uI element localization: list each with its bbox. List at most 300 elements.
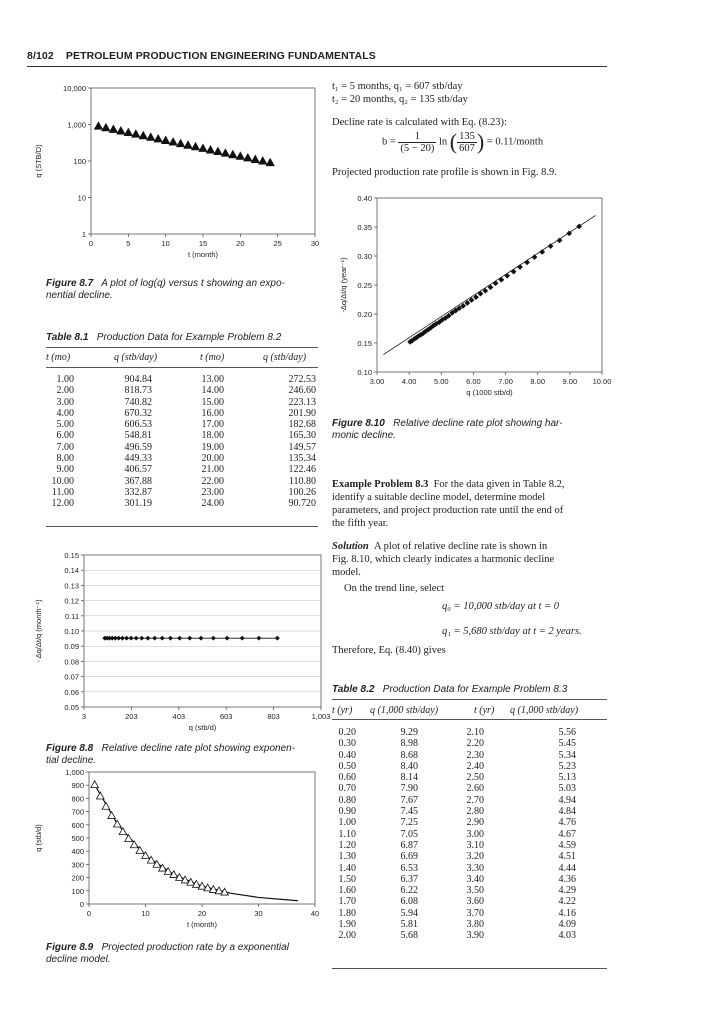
caption-label: Figure 8.9 — [46, 942, 94, 953]
table-cell: 5.45 — [558, 738, 576, 750]
example-text: For the data given in Table 8.2, — [433, 479, 565, 490]
q1-condition: q₁ = 5,680 stb/day at t = 2 years. — [442, 626, 582, 637]
data-point — [162, 136, 170, 143]
table-cell: 100.26 — [288, 486, 316, 498]
table-cell: 4.16 — [558, 907, 576, 919]
table-rule-bottom — [46, 526, 318, 527]
y-tick-label: 0.08 — [64, 657, 79, 667]
table-cell: 4.84 — [558, 806, 576, 818]
table-cell: 7.67 — [400, 794, 418, 806]
caption-text: decline model. — [46, 954, 111, 965]
col-header: q (stb/day) — [114, 352, 158, 363]
table-cell: 1.00 — [338, 817, 356, 829]
eq-denominator: (5 − 20) — [400, 142, 435, 154]
y-tick-label: 500 — [71, 834, 84, 843]
table-cell: 2.50 — [466, 772, 484, 784]
table-cell: 135.34 — [288, 453, 316, 465]
data-point — [548, 244, 553, 249]
data-point — [225, 636, 229, 640]
table-cell: 11.00 — [51, 486, 74, 498]
table-cell: 165.30 — [288, 430, 316, 442]
table-cell: 3.20 — [466, 851, 484, 863]
table-cell: 5.13 — [558, 772, 576, 784]
table-cell: 2.90 — [466, 817, 484, 829]
table-cell: 23.00 — [201, 486, 224, 498]
table-cell: 246.60 — [288, 385, 316, 397]
table-cell: 4.29 — [558, 885, 576, 897]
eq-result: = 0.11/month — [486, 136, 544, 148]
projected-text: Projected production rate profile is shown in Fig. 8.9. — [332, 167, 557, 178]
table-cell: 5.94 — [400, 907, 418, 919]
table-cell: 548.81 — [124, 430, 152, 442]
eq-fraction — [398, 131, 436, 154]
table-cell: 740.82 — [124, 396, 152, 408]
y-tick-label: 0.15 — [357, 339, 372, 348]
plot-frame — [91, 88, 315, 234]
data-point — [240, 636, 244, 640]
y-tick-label: 0 — [79, 900, 84, 909]
table-cell: 496.59 — [124, 441, 152, 453]
y-tick-label: 0.05 — [64, 703, 79, 712]
x-axis-label: q (stb/d) — [188, 723, 217, 732]
table-cell: 2.00 — [56, 385, 74, 397]
data-point — [134, 636, 138, 640]
table-cell: 10.00 — [51, 475, 74, 487]
table-cell: 17.00 — [201, 419, 224, 431]
therefore-text: Therefore, Eq. (8.40) gives — [332, 645, 446, 656]
caption-text: Relative decline rate plot showing exponen- — [101, 743, 296, 754]
caption-text: nential decline. — [46, 290, 113, 301]
table-cell: 15.00 — [201, 396, 224, 408]
table-cell: 8.68 — [400, 749, 418, 761]
table-cell: 8.14 — [400, 772, 418, 784]
table-cell: 272.53 — [288, 374, 316, 385]
table-cell: 1.20 — [338, 839, 356, 851]
figure-8-9-chart — [27, 766, 327, 936]
running-header — [27, 50, 376, 62]
y-tick-label: 0.06 — [64, 687, 79, 697]
table-cell: 182.68 — [288, 419, 316, 431]
table-cell: 1.10 — [338, 828, 356, 840]
data-point — [236, 152, 244, 159]
table-cell: 5.81 — [400, 919, 418, 931]
table-cell: 0.70 — [338, 783, 356, 795]
table-cell: 18.00 — [201, 430, 224, 442]
data-point — [108, 812, 116, 819]
table-cell: 4.59 — [558, 839, 576, 851]
table-cell: 223.13 — [288, 396, 316, 408]
table-cell: 0.40 — [338, 749, 356, 761]
data-point — [102, 124, 110, 131]
table-rule-top — [332, 699, 607, 700]
y-tick-label: 0.10 — [64, 627, 79, 636]
data-point — [102, 802, 110, 809]
col-header: t (mo) — [46, 352, 71, 363]
decline-equation: b = $\frac{1}{(5 - 20)}$ ln ( $\frac{135}{607}$ ) = 0.11/month — [382, 129, 544, 154]
q0-condition: q₀ = 10,000 stb/day at t = 0 — [442, 601, 559, 612]
book-title: PETROLEUM PRODUCTION ENGINEERING FUNDAMENTALS — [65, 50, 376, 62]
table-cell: 8.40 — [400, 760, 418, 772]
caption-label: Figure 8.10 — [332, 418, 385, 429]
data-point — [214, 147, 222, 154]
table-cell: 4.22 — [558, 896, 576, 908]
table-cell: 4.67 — [558, 828, 576, 840]
caption-label: Figure 8.7 — [46, 278, 94, 289]
x-tick-label: 8.00 — [530, 377, 546, 386]
table-cell: 110.80 — [288, 475, 316, 487]
data-point — [119, 828, 127, 835]
table-cell: 9.00 — [56, 464, 74, 476]
table-cell: 3.70 — [466, 907, 484, 919]
data-point — [511, 269, 516, 274]
table-cell: 4.51 — [558, 851, 576, 863]
data-point — [139, 132, 147, 139]
table-cell: 8.98 — [400, 738, 418, 750]
x-tick-label: 403 — [172, 712, 186, 721]
y-tick-label: 0.07 — [64, 672, 79, 682]
table-cell: 4.94 — [558, 794, 576, 806]
table-rule-top — [46, 347, 318, 348]
table-cell: 818.73 — [124, 385, 152, 397]
y-axis-label: q (STB/D) — [34, 144, 43, 178]
figure-8-10-caption — [332, 418, 612, 442]
table-8-2-title — [332, 684, 567, 695]
figure-8-8-chart — [27, 547, 331, 737]
data-point — [275, 636, 279, 640]
x-tick-label: 3 — [81, 712, 87, 721]
table-cell: 22.00 — [201, 475, 224, 487]
x-tick-label: 5.00 — [433, 377, 449, 386]
table-8-2-col-t1 — [332, 727, 356, 942]
data-point — [147, 133, 155, 140]
solution-label: Solution — [332, 541, 369, 552]
solution-text: model. — [332, 567, 361, 578]
table-cell: 2.60 — [466, 783, 484, 795]
x-tick-label: 0 — [86, 909, 92, 918]
table-cell: 201.90 — [288, 407, 316, 419]
table-rule-mid — [332, 719, 607, 720]
caption-text: A plot of log(q) versus t showing an expo- — [101, 278, 285, 289]
table-cell: 12.00 — [51, 498, 74, 510]
table-cell: 24.00 — [201, 498, 224, 510]
x-tick-label: 0 — [88, 239, 94, 248]
data-point — [168, 636, 172, 640]
table-cell: 0.30 — [338, 738, 356, 750]
data-point — [532, 255, 537, 260]
eq-ln: ln — [438, 136, 448, 148]
y-tick-label: 0.14 — [64, 566, 79, 576]
table-8-1-title — [46, 332, 281, 343]
table-cell: 8.00 — [56, 453, 74, 465]
data-point — [266, 159, 274, 166]
y-tick-label: 800 — [71, 794, 84, 804]
table-cell: 3.00 — [56, 396, 74, 408]
table-cell: 2.70 — [466, 794, 484, 806]
y-tick-label: 10 — [77, 193, 86, 203]
y-tick-label: 400 — [71, 847, 84, 857]
table-cell: 6.53 — [400, 862, 418, 874]
solution-text: A plot of relative decline rate is shown in — [374, 541, 548, 552]
data-point — [169, 138, 177, 145]
trend-line — [383, 215, 595, 354]
y-tick-label: 300 — [71, 860, 84, 870]
table-cell: 20.00 — [201, 453, 224, 465]
data-point — [188, 636, 192, 640]
table-8-1-col-q1 — [110, 374, 152, 510]
table-label: Table 8.1 — [46, 332, 89, 343]
data-point — [211, 636, 215, 640]
caption-text: monic decline. — [332, 430, 396, 441]
table-cell: 1.70 — [338, 896, 356, 908]
table-cell: 6.00 — [56, 430, 74, 442]
table-cell: 5.56 — [558, 727, 576, 738]
data-point — [517, 264, 522, 269]
table-cell: 2.10 — [466, 727, 484, 738]
table-cell: 5.03 — [558, 783, 576, 795]
example-text: identify a suitable decline model, determine model — [332, 492, 546, 503]
table-cell: 3.00 — [466, 828, 484, 840]
table-cell: 3.60 — [466, 896, 484, 908]
x-tick-label: 9.00 — [562, 377, 578, 386]
table-cell: 1.30 — [338, 851, 356, 863]
caption-text: Projected production rate by a exponential — [101, 942, 289, 953]
data-point — [199, 636, 203, 640]
y-tick-label: 10,000 — [63, 84, 86, 93]
x-axis-label: t (month) — [186, 920, 218, 929]
table-cell: 2.00 — [338, 930, 356, 942]
data-point — [540, 249, 545, 254]
table-cell: 3.10 — [466, 839, 484, 851]
y-tick-label: 1 — [81, 230, 86, 239]
table-cell: 14.00 — [201, 385, 224, 397]
table-cell: 3.90 — [466, 930, 484, 942]
x-tick-label: 10 — [141, 909, 150, 918]
y-tick-label: 0.13 — [64, 581, 79, 591]
figure-8-7-caption — [46, 278, 326, 302]
eq-lhs: b = — [382, 136, 396, 148]
figure-8-8-caption — [46, 743, 326, 767]
x-tick-label: 203 — [125, 712, 138, 721]
table-cell: 5.34 — [558, 749, 576, 761]
col-header: q (1,000 stb/day) — [510, 705, 579, 716]
y-tick-label: 0.09 — [64, 642, 79, 652]
trend-text: On the trend line, select — [344, 583, 445, 594]
table-label: Table 8.2 — [332, 684, 375, 695]
y-tick-label: 1,000 — [67, 120, 86, 130]
table-cell: 13.00 — [201, 374, 224, 385]
table-cell: 0.20 — [338, 727, 356, 738]
table-cell: 3.30 — [466, 862, 484, 874]
y-tick-label: 0.35 — [357, 223, 372, 232]
col-header: q (stb/day) — [263, 352, 307, 363]
x-tick-label: 40 — [310, 909, 320, 918]
data-point — [129, 636, 133, 640]
data-point — [132, 130, 140, 137]
x-tick-label: 5 — [126, 239, 131, 248]
data-point — [124, 636, 128, 640]
table-cell: 301.19 — [124, 498, 152, 510]
table-cell: 6.87 — [400, 839, 418, 851]
figure-8-7-chart — [27, 80, 327, 270]
table-cell: 6.08 — [400, 896, 418, 908]
data-point — [117, 127, 125, 134]
table-cell: 3.40 — [466, 873, 484, 885]
y-axis-label: q (stb/d) — [34, 824, 43, 852]
data-point — [221, 149, 229, 156]
table-cell: 3.80 — [466, 919, 484, 931]
caption-text: tial decline. — [46, 755, 97, 766]
y-tick-label: 600 — [71, 820, 84, 830]
data-point — [146, 636, 150, 640]
table-cell: 16.00 — [201, 407, 224, 419]
y-tick-label: 100 — [73, 157, 86, 166]
data-point — [244, 154, 252, 161]
data-point — [97, 792, 105, 799]
table-rule-bottom — [332, 968, 607, 969]
given-t1: t₁ = 5 months, q₁ = 607 stb/day — [332, 81, 463, 92]
x-axis-label: q (1000 stb/d) — [466, 388, 513, 397]
table-cell: 406.57 — [124, 464, 152, 476]
table-cell: 1.50 — [338, 873, 356, 885]
data-point — [251, 155, 259, 162]
data-point — [109, 125, 117, 132]
table-cell: 2.20 — [466, 738, 484, 750]
eq-ln-fraction — [457, 131, 477, 154]
y-tick-label: 0.40 — [357, 194, 372, 203]
y-tick-label: 0.11 — [64, 611, 79, 621]
example-text: the fifth year. — [332, 518, 389, 529]
table-cell: 5.23 — [558, 760, 576, 772]
table-cell: 2.40 — [466, 760, 484, 772]
y-tick-label: 0.25 — [357, 281, 372, 290]
x-tick-label: 803 — [267, 712, 280, 721]
table-cell: 19.00 — [201, 441, 224, 453]
data-point — [192, 143, 200, 150]
x-tick-label: 603 — [219, 712, 233, 721]
eq-ln-denominator: 607 — [459, 142, 475, 154]
table-cell: 332.87 — [124, 486, 152, 498]
data-point — [130, 841, 138, 848]
data-point — [125, 835, 133, 842]
y-axis-label: -Δq/Δt/q (year⁻¹) — [339, 257, 348, 313]
data-point — [177, 140, 185, 147]
data-point — [94, 122, 102, 129]
table-cell: 1.90 — [338, 919, 356, 931]
table-cell: 606.53 — [124, 419, 152, 431]
data-point — [154, 135, 162, 142]
solution — [332, 540, 607, 579]
x-tick-label: 7.00 — [498, 377, 513, 386]
y-tick-label: 0.20 — [357, 310, 372, 319]
table-cell: 449.33 — [124, 453, 152, 465]
figure-8-9-caption — [46, 942, 326, 966]
data-point — [505, 273, 510, 278]
x-tick-label: 6.00 — [466, 377, 481, 386]
data-point — [124, 128, 132, 135]
table-8-2-col-t2 — [460, 727, 484, 942]
table-cell: 122.46 — [288, 464, 316, 476]
table-cell: 21.00 — [201, 464, 224, 476]
y-tick-label: 0.15 — [64, 551, 79, 560]
col-header: q (1,000 stb/day) — [370, 705, 439, 716]
table-cell: 0.50 — [338, 760, 356, 772]
table-cell: 7.45 — [400, 806, 418, 818]
table-title-text: Production Data for Example Problem 8.2 — [96, 332, 282, 343]
data-point — [160, 636, 164, 640]
eq-numerator: 1 — [398, 131, 436, 143]
table-cell: 4.44 — [558, 862, 576, 874]
data-point — [557, 238, 562, 243]
x-tick-label: 3.00 — [369, 377, 385, 386]
table-cell: 1.40 — [338, 862, 356, 874]
caption-text: Relative decline rate plot showing har- — [393, 418, 563, 429]
table-cell: 5.68 — [400, 930, 418, 942]
table-8-1-col-t1 — [46, 374, 74, 510]
y-tick-label: 900 — [71, 781, 84, 791]
table-cell: 6.69 — [400, 851, 418, 863]
table-rule-mid — [46, 367, 318, 368]
x-tick-label: 30 — [254, 909, 263, 918]
caption-label: Figure 8.8 — [46, 743, 94, 754]
solution-text: Fig. 8.10, which clearly indicates a harmonic decline — [332, 554, 555, 565]
table-8-2-col-q1 — [380, 727, 418, 942]
table-cell: 4.76 — [558, 817, 576, 829]
y-tick-label: 200 — [71, 873, 84, 883]
table-8-1-col-q2 — [270, 374, 316, 510]
table-cell: 7.00 — [56, 441, 74, 453]
table-cell: 7.25 — [400, 817, 418, 829]
data-point — [152, 636, 156, 640]
col-header: t (yr) — [332, 705, 353, 716]
table-8-2-col-q2 — [540, 727, 576, 942]
x-tick-label: 25 — [273, 239, 282, 248]
table-cell: 1.00 — [56, 374, 74, 385]
y-tick-label: 700 — [71, 807, 84, 817]
table-cell: 367.88 — [124, 475, 152, 487]
table-cell: 4.36 — [558, 873, 576, 885]
eq-ln-numerator: 135 — [459, 130, 475, 142]
table-cell: 6.37 — [400, 873, 418, 885]
table-cell: 5.00 — [56, 419, 74, 431]
y-axis-label: - Δq/Δt/q (month⁻¹) — [34, 599, 43, 663]
y-tick-label: 100 — [71, 886, 84, 896]
data-point — [184, 141, 192, 148]
table-title-text: Production Data for Example Problem 8.3 — [382, 684, 568, 695]
data-point — [206, 146, 214, 153]
x-tick-label: 10.00 — [592, 377, 612, 386]
x-tick-label: 10 — [161, 239, 170, 248]
header-rule — [27, 66, 607, 67]
figure-8-10-chart — [332, 190, 617, 408]
x-tick-label: 20 — [236, 239, 245, 248]
data-point — [525, 260, 530, 265]
example-text: parameters, and project production rate until the end of — [332, 505, 564, 516]
x-axis-label: t (month) — [187, 250, 219, 259]
data-point — [113, 820, 121, 827]
data-point — [120, 636, 124, 640]
data-point — [493, 281, 498, 286]
table-cell: 4.03 — [558, 930, 576, 942]
y-tick-label: 0.30 — [357, 252, 372, 261]
page-number: 8/102 — [27, 50, 54, 62]
table-cell: 7.90 — [400, 783, 418, 795]
x-tick-label: 15 — [198, 239, 208, 248]
table-cell: 0.80 — [338, 794, 356, 806]
data-point — [199, 144, 207, 151]
table-cell: 3.50 — [466, 885, 484, 897]
table-cell: 149.57 — [288, 441, 316, 453]
y-tick-label: 1,000 — [65, 768, 84, 777]
